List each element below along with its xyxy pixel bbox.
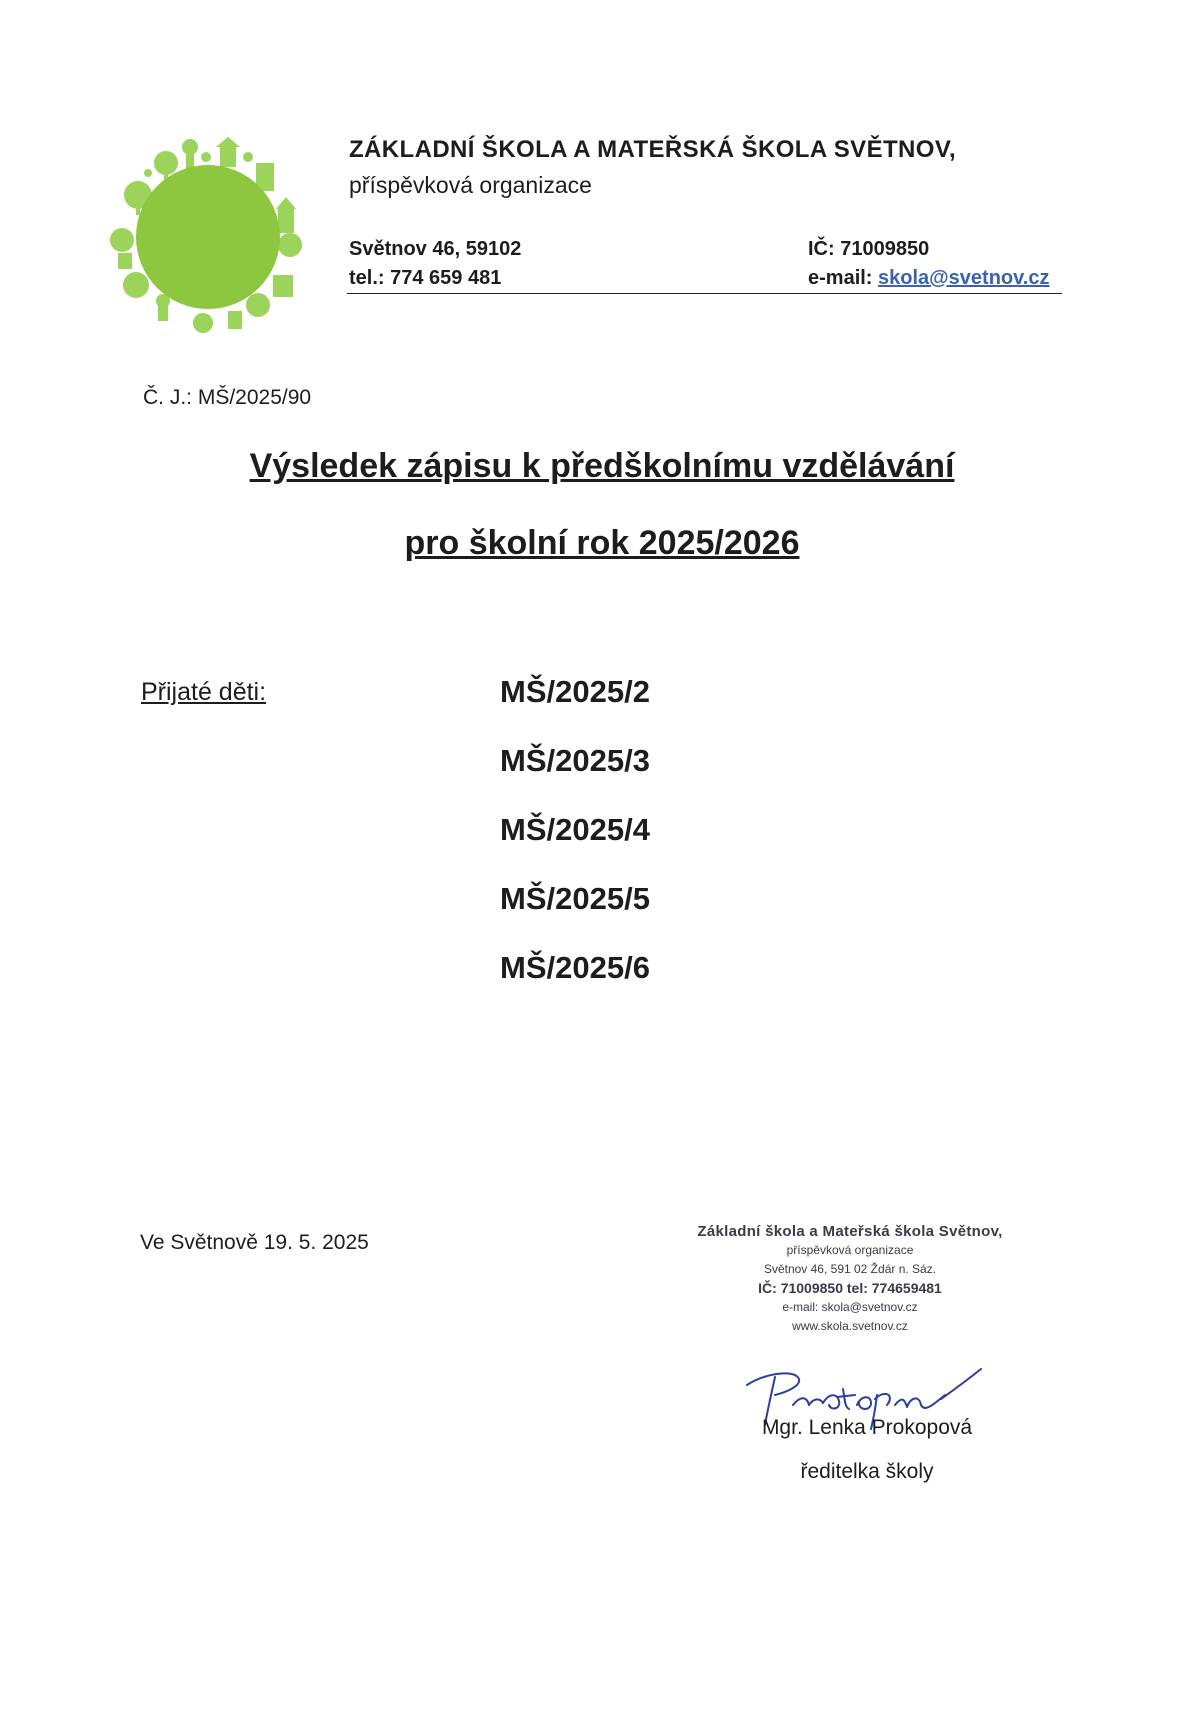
child-code: MŠ/2025/2 — [500, 674, 650, 709]
reference-number: Č. J.: MŠ/2025/90 — [143, 386, 312, 409]
email-label: e-mail: — [808, 267, 873, 289]
phone-label: tel.: — [349, 267, 385, 289]
ico-number: 71009850 — [840, 238, 930, 260]
stamp-website: www.skola.svetnov.cz — [792, 1319, 908, 1333]
accepted-children-label: Přijaté děti: — [141, 678, 267, 706]
email-link[interactable]: skola@svetnov.cz — [878, 267, 1050, 289]
school-email — [808, 267, 1049, 290]
child-code: MŠ/2025/6 — [500, 950, 650, 985]
school-stamp — [660, 1222, 1040, 1336]
green-globe-logo-icon — [108, 135, 308, 335]
child-code: MŠ/2025/4 — [500, 812, 650, 847]
phone-number: 774 659 481 — [390, 267, 502, 289]
stamp-email: e-mail: skola@svetnov.cz — [782, 1300, 918, 1314]
place-and-date: Ve Světnově 19. 5. 2025 — [140, 1231, 369, 1254]
signer-name: Mgr. Lenka Prokopová — [761, 1416, 973, 1439]
header-divider — [347, 293, 1062, 294]
child-code: MŠ/2025/5 — [500, 881, 650, 916]
stamp-address: Světnov 46, 591 02 Ždár n. Sáz. — [763, 1262, 937, 1276]
signer-role: ředitelka školy — [800, 1460, 934, 1483]
accepted-children-list — [500, 672, 650, 1017]
ico-label: IČ: — [808, 238, 835, 260]
school-name: ZÁKLADNÍ ŠKOLA A MATEŘSKÁ ŠKOLA SVĚTNOV, — [349, 136, 957, 163]
school-legal-form: příspěvková organizace — [349, 172, 592, 198]
document-subtitle: pro školní rok 2025/2026 — [404, 524, 800, 562]
stamp-ico-phone: IČ: 71009850 tel: 774659481 — [758, 1280, 942, 1296]
child-code: MŠ/2025/3 — [500, 743, 650, 778]
document-title: Výsledek zápisu k předškolnímu vzdělávání — [249, 447, 955, 485]
school-address: Světnov 46, 59102 — [349, 238, 522, 260]
school-phone — [349, 267, 501, 290]
school-ico — [808, 238, 929, 261]
stamp-legal-form: příspěvková organizace — [786, 1243, 914, 1257]
stamp-school-name: Základní škola a Mateřská škola Světnov, — [697, 1223, 1003, 1240]
